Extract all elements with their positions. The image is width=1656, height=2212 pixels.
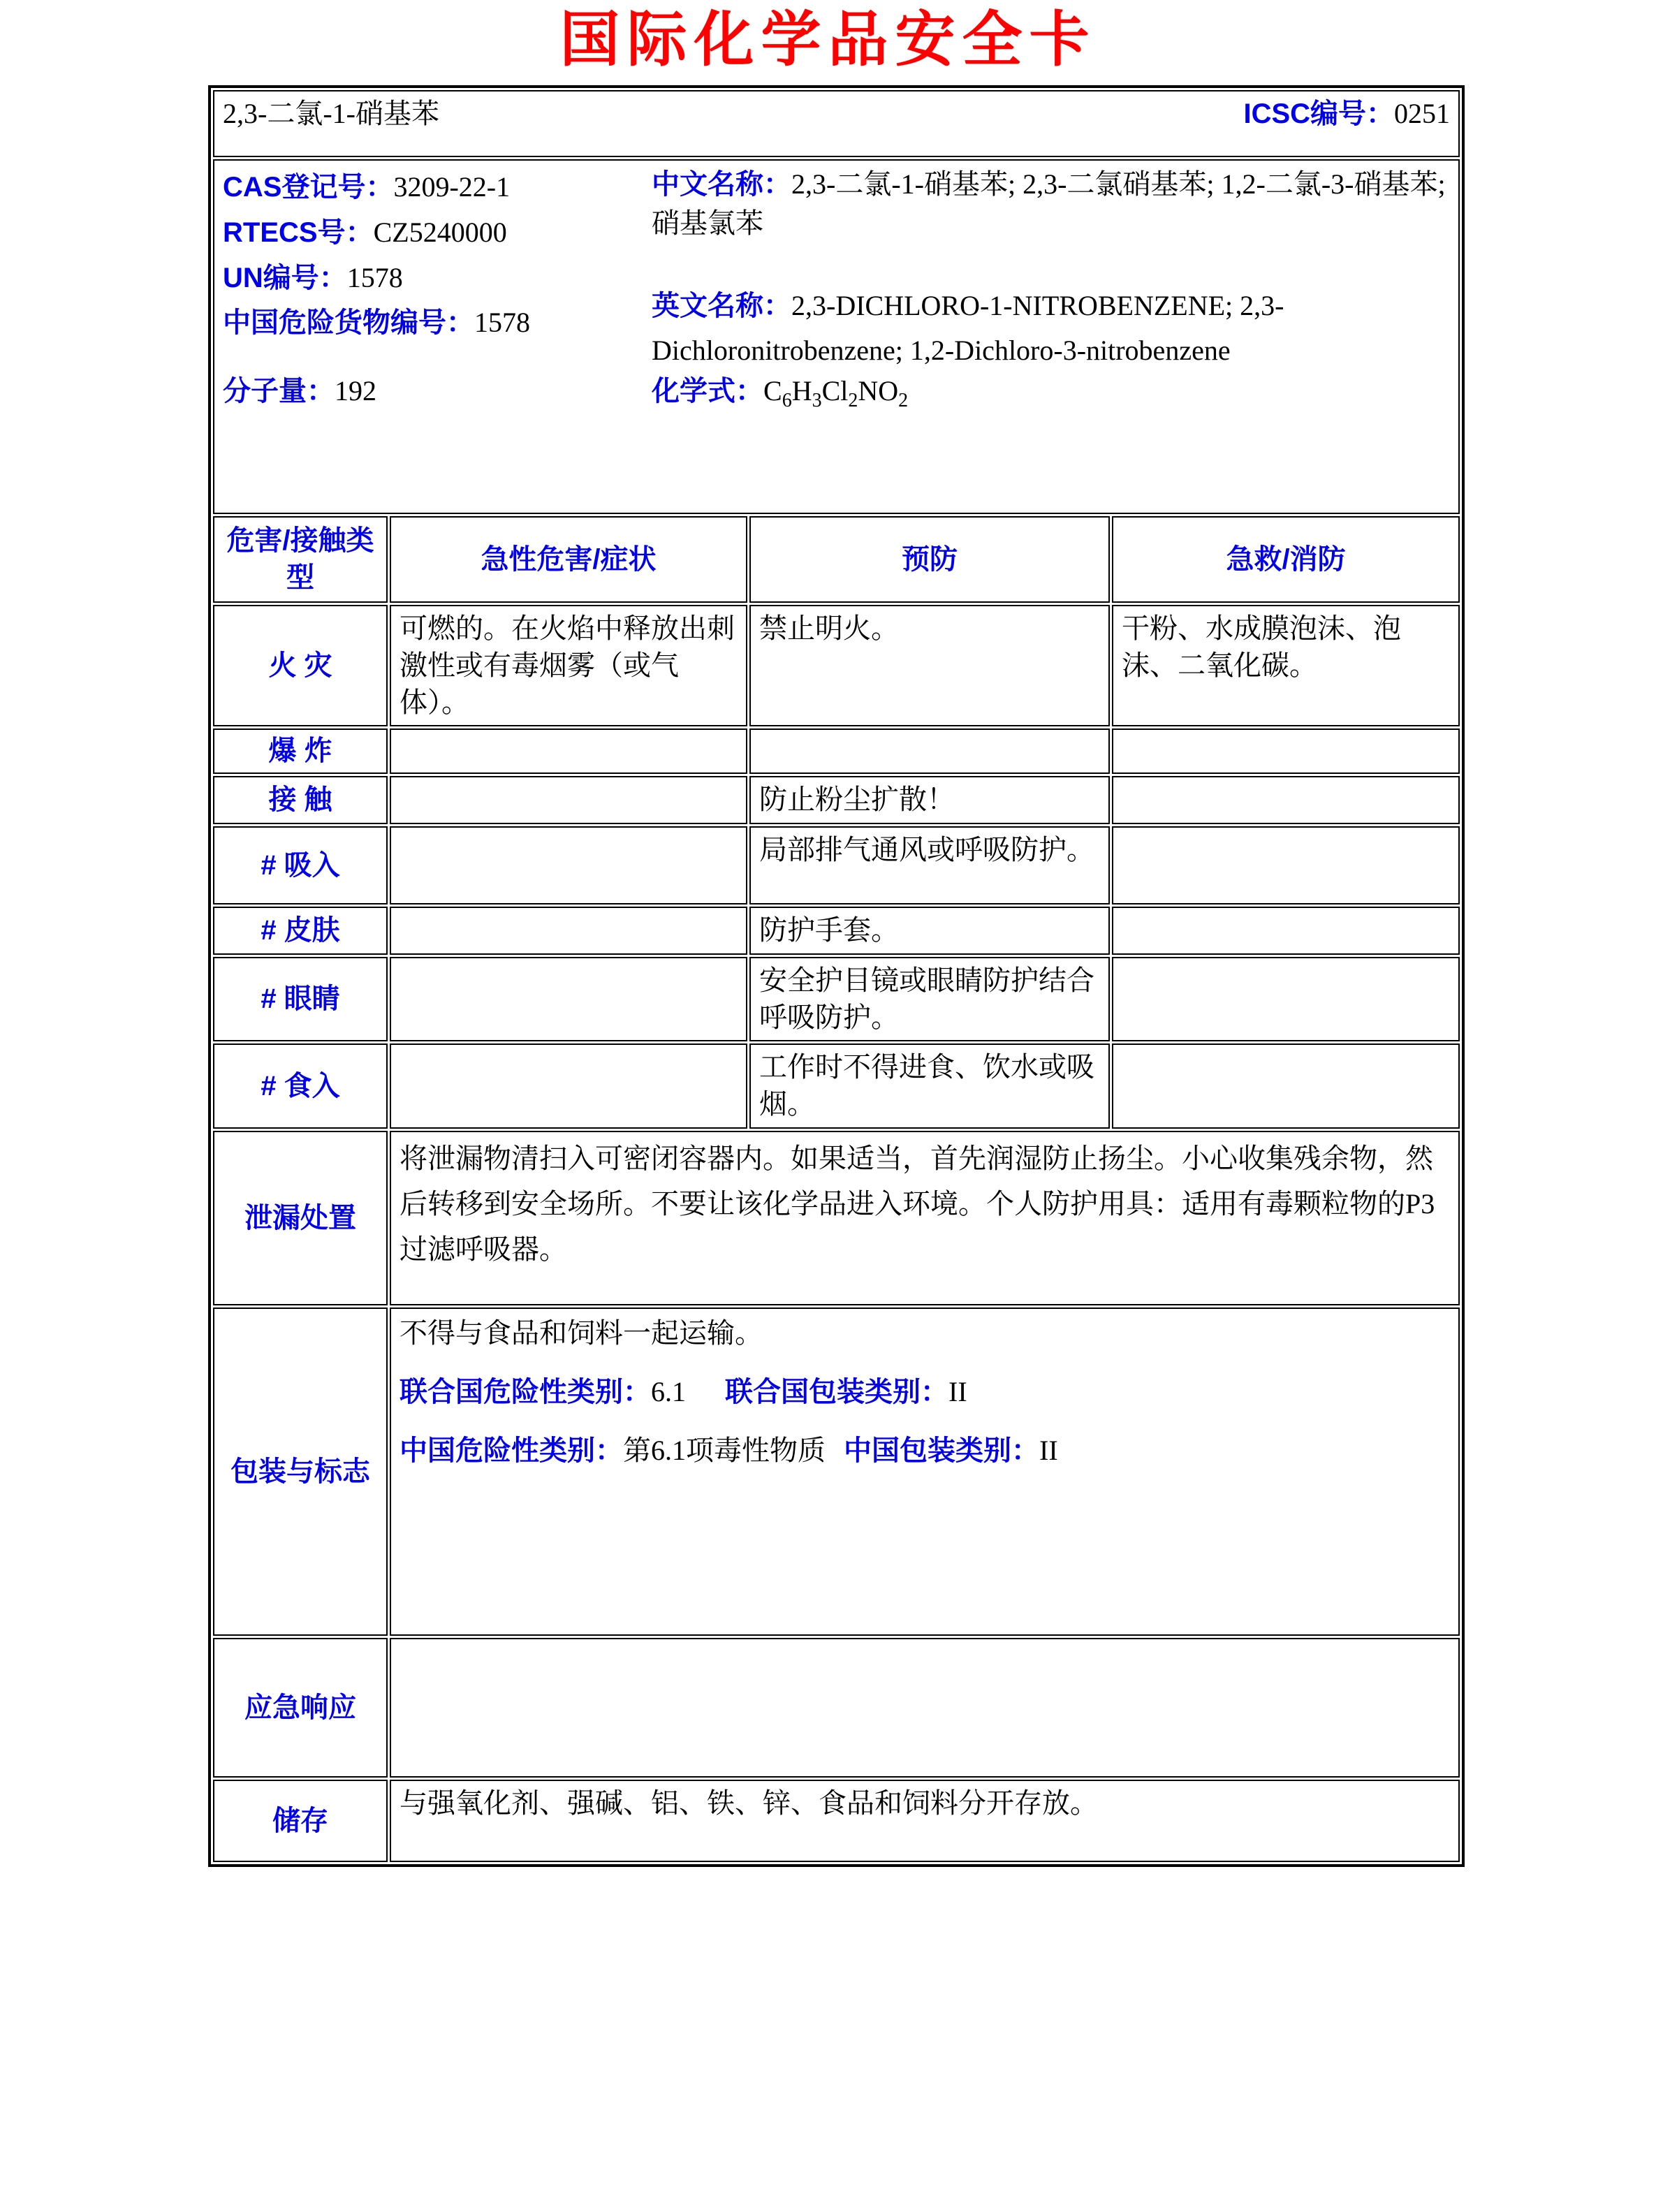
inhalation-symptoms [390, 826, 747, 904]
molecular-row [223, 373, 1450, 418]
eyes-prevention: 安全护目镜或眼睛防护结合呼吸防护。 [749, 957, 1110, 1042]
icsc-card [208, 85, 1460, 1867]
col-header-hazard-type: 危害/接触类型 [213, 516, 388, 603]
chinese-names-value: 2,3-二氯-1-硝基苯; 2,3-二氯硝基苯; 1,2-二氯-3-硝基苯; 硝基氯苯 [652, 168, 1446, 239]
english-names-value: 2,3-DICHLORO-1-NITROBENZENE; 2,3-Dichloronitrobenzene; 1,2-Dichloro-3-nitrobenzene [652, 290, 1284, 366]
cn-pack-label: 中国包装类别： [844, 1435, 1039, 1466]
icsc-number [1243, 96, 1450, 133]
un-pack-label: 联合国包装类别： [725, 1376, 948, 1407]
row-label-spill: 泄漏处置 [213, 1131, 388, 1305]
identifier-block [213, 159, 1460, 514]
ingestion-fire [1112, 1043, 1460, 1129]
table-row [213, 907, 1460, 955]
table-row [213, 605, 1460, 726]
un-class-label: 联合国危险性类别： [400, 1376, 651, 1407]
rtecs-number [223, 210, 649, 256]
molecular-weight [223, 373, 649, 414]
transport-note: 不得与食品和饲料一起运输。 [400, 1317, 763, 1349]
row-label-ingestion: # 食入 [213, 1043, 388, 1129]
row-label-fire: 火 灾 [213, 605, 388, 726]
cn-dangerous-goods-number [223, 300, 649, 346]
row-label-emergency: 应急响应 [213, 1638, 388, 1778]
table-row [213, 728, 1460, 774]
header-row-cell [213, 90, 1460, 157]
rtecs-value: CZ5240000 [373, 216, 507, 248]
un-class-value: 6.1 [651, 1375, 686, 1407]
cas-value: 3209-22-1 [393, 171, 511, 203]
table-row [213, 1131, 1460, 1305]
row-label-packaging: 包装与标志 [213, 1308, 388, 1636]
cn-dg-label: 中国危险货物编号： [223, 307, 474, 339]
icsc-number-label: ICSC编号： [1243, 98, 1395, 129]
table-row [213, 1308, 1460, 1636]
table-row [213, 776, 1460, 824]
cn-pack-value: II [1039, 1434, 1058, 1466]
contact-prevention: 防止粉尘扩散！ [749, 776, 1110, 824]
storage-text: 与强氧化剂、强碱、铝、铁、锌、食品和饲料分开存放。 [390, 1780, 1460, 1862]
contact-symptoms [390, 776, 747, 824]
un-number [223, 256, 649, 301]
cas-number [223, 165, 649, 210]
chemical-formula-value: $C_6H_3Cl_2NO_2$ [763, 375, 909, 411]
inhalation-fire [1112, 826, 1460, 904]
row-label-contact: 接 触 [213, 776, 388, 824]
row-label-storage: 储存 [213, 1780, 388, 1862]
explosion-prevention [749, 728, 1110, 774]
icsc-number-value: 0251 [1394, 98, 1451, 129]
un-label: UN编号： [223, 262, 347, 293]
chemical-formula-label: 化学式： [652, 376, 763, 406]
inhalation-prevention: 局部排气通风或呼吸防护。 [749, 826, 1110, 904]
table-row [213, 826, 1460, 904]
cn-dg-value: 1578 [474, 307, 530, 339]
skin-prevention: 防护手套。 [749, 907, 1110, 955]
cn-class-label: 中国危险性类别： [400, 1435, 623, 1466]
page-title: 国际化学品安全卡 [559, 6, 1097, 73]
skin-fire [1112, 907, 1460, 955]
fire-prevention: 禁止明火。 [749, 605, 1110, 726]
col-header-symptoms: 急性危害/症状 [390, 516, 747, 603]
col-header-fire-aid: 急救/消防 [1112, 516, 1460, 603]
fire-symptoms: 可燃的。在火焰中释放出刺激性或有毒烟雾（或气体）。 [390, 605, 747, 726]
un-value: 1578 [346, 261, 403, 293]
molecular-weight-label: 分子量： [223, 376, 335, 406]
contact-fire [1112, 776, 1460, 824]
icsc-table [208, 85, 1465, 1867]
rtecs-label: RTECS号： [223, 217, 374, 248]
name-list [649, 165, 1450, 373]
row-label-skin: # 皮肤 [213, 907, 388, 955]
skin-symptoms [390, 907, 747, 955]
row-label-explosion: 爆 炸 [213, 728, 388, 774]
packaging-content [390, 1308, 1460, 1636]
eyes-fire [1112, 957, 1460, 1042]
un-pack-value: II [948, 1375, 967, 1407]
emergency-text [390, 1638, 1460, 1778]
col-header-prevention: 预防 [749, 516, 1110, 603]
row-label-inhalation: # 吸入 [213, 826, 388, 904]
table-row [213, 1780, 1460, 1862]
identifier-list [223, 165, 649, 373]
row-label-eyes: # 眼睛 [213, 957, 388, 1042]
cn-classification [400, 1430, 1450, 1471]
table-row [213, 1043, 1460, 1129]
english-names-label: 英文名称： [652, 291, 791, 321]
chemical-name: 2,3-二氯-1-硝基苯 [223, 98, 439, 129]
cn-class-value: 第6.1项毒性物质 [623, 1434, 826, 1466]
english-names [652, 284, 1450, 373]
chinese-names-label: 中文名称： [652, 169, 791, 200]
spill-text: 将泄漏物清扫入可密闭容器内。如果适当，首先润湿防止扬尘。小心收集残余物，然后转移到安全场所。不要让该化学品进入环境。个人防护用具：适用有毒颗粒物的P3过滤呼吸器。 [390, 1131, 1460, 1305]
explosion-symptoms [390, 728, 747, 774]
chinese-names [652, 165, 1450, 243]
fire-fighting: 干粉、水成膜泡沫、泡沫、二氧化碳。 [1112, 605, 1460, 726]
explosion-fire [1112, 728, 1460, 774]
un-classification [400, 1372, 1450, 1412]
table-row [213, 957, 1460, 1042]
chemical-formula [649, 373, 1450, 414]
table-row [213, 1638, 1460, 1778]
ingestion-prevention: 工作时不得进食、饮水或吸烟。 [749, 1043, 1110, 1129]
ingestion-symptoms [390, 1043, 747, 1129]
molecular-weight-value: 192 [335, 375, 376, 406]
cas-label: CAS登记号： [223, 172, 394, 203]
eyes-symptoms [390, 957, 747, 1042]
